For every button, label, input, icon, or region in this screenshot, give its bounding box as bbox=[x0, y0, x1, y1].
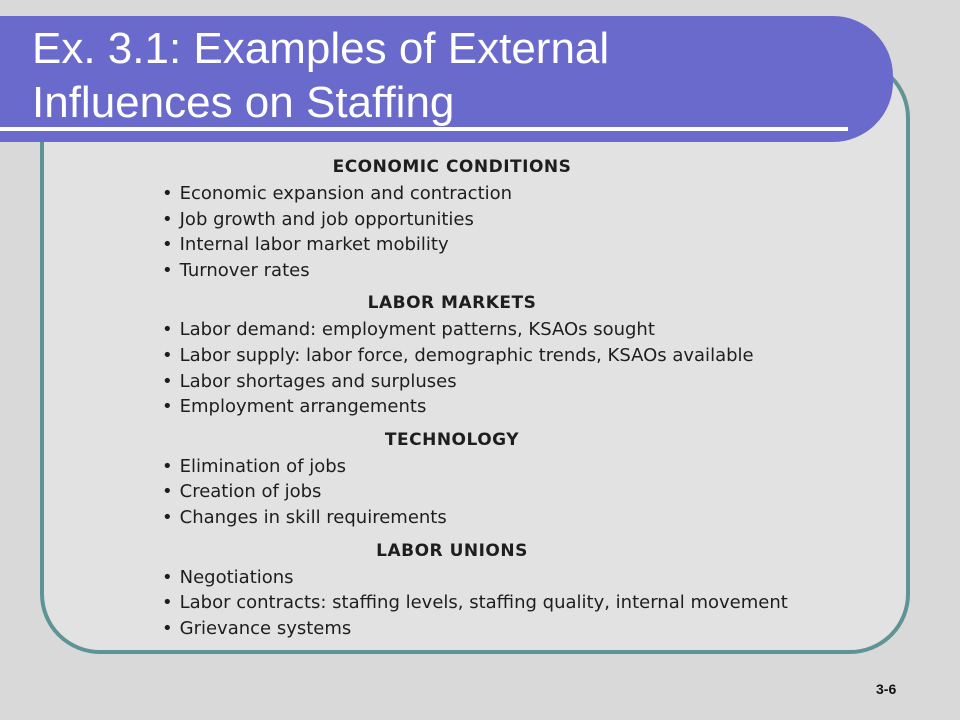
bullet-item: • Labor supply: labor force, demographic trends, KSAOs available bbox=[162, 343, 822, 369]
section-technology bbox=[162, 426, 822, 531]
bullet-item: • Labor demand: employment patterns, KSAOs sought bbox=[162, 317, 822, 343]
section-heading: LABOR UNIONS bbox=[376, 540, 528, 561]
bullet-item: • Elimination of jobs bbox=[162, 454, 822, 480]
slide-title-line-1: Ex. 3.1: Examples of External bbox=[32, 24, 610, 73]
section-labor-markets bbox=[162, 289, 822, 419]
bullet-item: • Internal labor market mobility bbox=[162, 232, 822, 258]
bullet-item: • Creation of jobs bbox=[162, 479, 822, 505]
bullet-list bbox=[162, 454, 822, 531]
section-heading: LABOR MARKETS bbox=[367, 293, 537, 314]
bullet-list bbox=[162, 565, 822, 642]
bullet-item: • Employment arrangements bbox=[162, 394, 822, 420]
bullet-item: • Negotiations bbox=[162, 565, 822, 591]
slide-title bbox=[32, 22, 609, 130]
bullet-item: • Labor contracts: staffing levels, staffing quality, internal movement bbox=[162, 590, 822, 616]
bullet-item: • Economic expansion and contraction bbox=[162, 181, 822, 207]
slide-title-line-2: Influences on Staffing bbox=[32, 78, 455, 127]
section-economic-conditions bbox=[162, 153, 822, 283]
bullet-item: • Turnover rates bbox=[162, 258, 822, 284]
section-heading: ECONOMIC CONDITIONS bbox=[332, 157, 572, 177]
bullet-item: • Grievance systems bbox=[162, 616, 822, 642]
bullet-item: • Job growth and job opportunities bbox=[162, 207, 822, 233]
bullet-list bbox=[162, 317, 822, 419]
bullet-item: • Labor shortages and surpluses bbox=[162, 369, 822, 395]
slide-number: 3-6 bbox=[876, 681, 897, 697]
section-heading: TECHNOLOGY bbox=[384, 429, 520, 450]
section-labor-unions bbox=[162, 537, 822, 642]
bullet-item: • Changes in skill requirements bbox=[162, 505, 822, 531]
exhibit-content bbox=[162, 153, 822, 647]
bullet-list bbox=[162, 181, 822, 283]
